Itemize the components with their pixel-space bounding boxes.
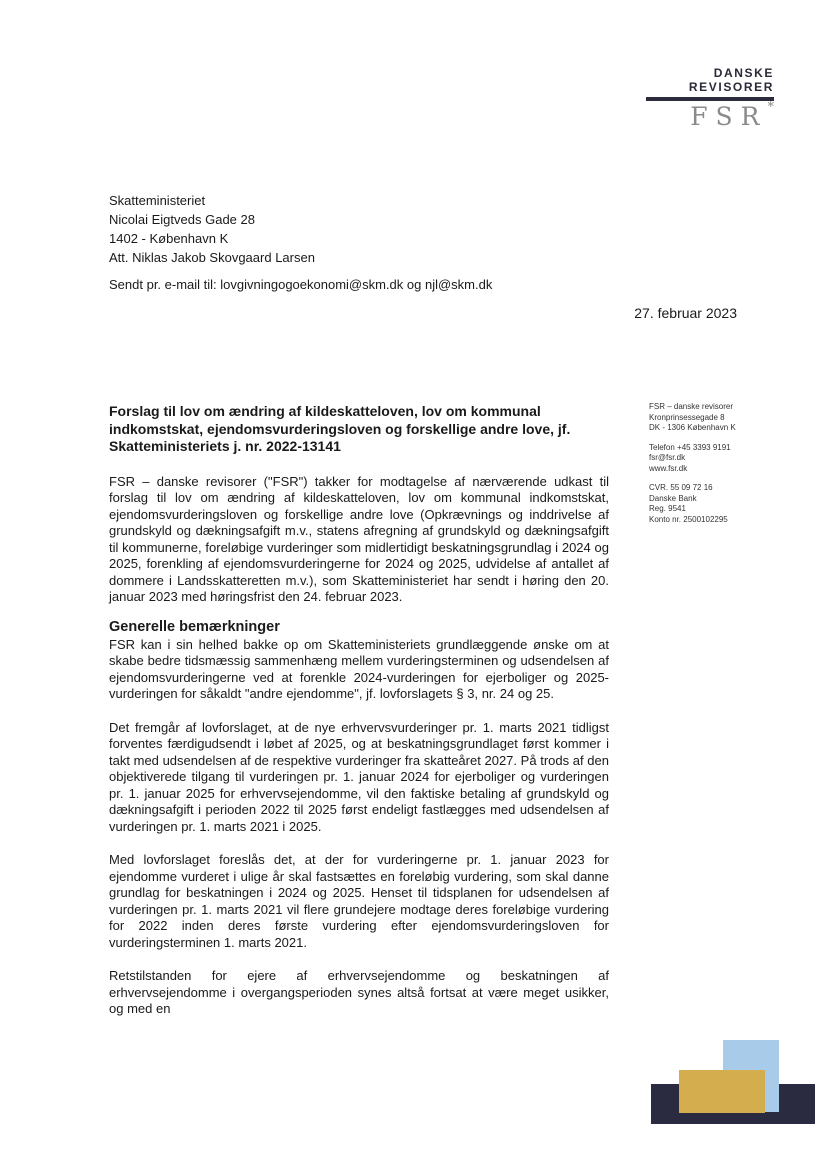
letter-body (109, 403, 609, 1018)
body-paragraph: Det fremgår af lovforslaget, at de nye erhvervsvurderinger pr. 1. marts 2021 tidligst forventes færdigudsendt i løbet af 2025, og at beskatningsgrundlaget først kommer i takt med udsendelsen af de respektive vurderinger fra skatteåret 2027. På trods af den objektiverede tilgang til vurderingen pr. 1. januar 2024 for ejerboliger og vurderingen pr. 1. januar 2025 for erhvervsejendomme, vil den faktiske betaling af grundskyld og dækningsafgift i perioden 2022 til 2025 først endeligt fastlægges med udsendelsen af vurderingen pr. 1. marts 2021 i 2025. (109, 719, 609, 834)
sidebar-street: Kronprinsessegade 8 (649, 412, 725, 422)
sidebar-reg: Reg. 9541 (649, 504, 686, 513)
recipient-line: Nicolai Eigtveds Gade 28 (109, 212, 255, 227)
logo-bar (646, 97, 774, 101)
sender-contact-sidebar (649, 402, 736, 525)
logo-fsr-mark: FSR* (690, 100, 774, 131)
recipient-line: Att. Niklas Jakob Skovgaard Larsen (109, 250, 315, 265)
sidebar-phone: Telefon +45 3393 9191 (649, 442, 731, 452)
sidebar-cvr: CVR. 55 09 72 16 (649, 483, 713, 492)
letter-date: 27. februar 2023 (634, 305, 737, 321)
sidebar-email: fsr@fsr.dk (649, 453, 686, 462)
sidebar-web: www.fsr.dk (649, 463, 688, 473)
letter-title: Forslag til lov om ændring af kildeskatteloven, lov om kommunal indkomstskat, ejendomsvurderingsloven og forskellige andre love, jf. Skatteministeriets j. nr. 2022-13141 (109, 403, 571, 454)
body-paragraph: Med lovforslaget foreslås det, at der for vurderingerne pr. 1. januar 2023 for ejendomme vurderet i ulige år skal fastsættes en foreløbig vurdering, som skal danne grundlag for beskatningen i 2024 og 2025. Henset til tidsplanen for udsendelsen af vurderingen pr. 1. marts 2021 vil flere grundejere modtage deres foreløbige vurdering for 2022 inden deres første vurdering efter ejendomsvurderingsloven for vurderingsterminen 1. marts 2021. (109, 852, 609, 950)
sidebar-bank: Danske Bank (649, 493, 697, 503)
sidebar-account: Konto nr. 2500102295 (649, 514, 728, 524)
logo-line-danske: DANSKE (713, 66, 774, 80)
sidebar-city: DK - 1306 København K (649, 423, 736, 432)
recipient-line: 1402 - København K (109, 231, 229, 246)
section-heading: Generelle bemærkninger (109, 618, 280, 635)
body-paragraph: Retstilstanden for ejere af erhvervsejendomme og beskatningen af erhvervsejendomme i overgangsperioden synes altså fortsat at være meget usikker, og med en (109, 968, 609, 1016)
sent-by-email-line: Sendt pr. e-mail til: lovgivningogoekonomi@skm.dk og njl@skm.dk (109, 277, 493, 292)
logo-star-icon: * (767, 100, 774, 115)
recipient-line: Skatteministeriet (109, 193, 206, 208)
body-paragraph: FSR kan i sin helhed bakke op om Skatteministeriets grundlæggende ønske om at skabe bedre tidsmæssig sammenhæng mellem vurderingsterminen og udsendelsen af ejendomsvurderingerne ved at forenkle 2024-vurderingen for ejerboliger og 2025-vurderingen for såkaldt "andre ejendomme", jf. lovforslagets § 3, nr. 24 og 25. (109, 636, 609, 701)
decor-gold-block (679, 1070, 765, 1113)
logo-line-revisorer: REVISORER (688, 80, 774, 94)
fsr-logo (640, 66, 774, 130)
sidebar-org: FSR – danske revisorer (649, 402, 734, 411)
recipient-address (109, 191, 315, 267)
intro-paragraph: FSR – danske revisorer ("FSR") takker for modtagelse af nærværende udkast til forslag til lov om ændring af kildeskatteloven, lov om kommunal indkomstskat, ejendomsvurderingsloven og forskellige andre love (Opkrævnings og inddrivelse af grundskyld og dækningsafgift m.v., statens afregning af grundskyld og dækningsafgift til kommunerne, foreløbige vurderinger som midlertidigt beskatningsgrundlag i 2024 og 2025, forenkling af ejendomsvurderingerne for 2024 og 2025, udvidelse af antallet af dommere i Landsskatteretten m.v.), som Skatteministeriet har sendt i høring den 20. januar 2023 med høringsfrist den 24. februar 2023. (109, 473, 609, 604)
